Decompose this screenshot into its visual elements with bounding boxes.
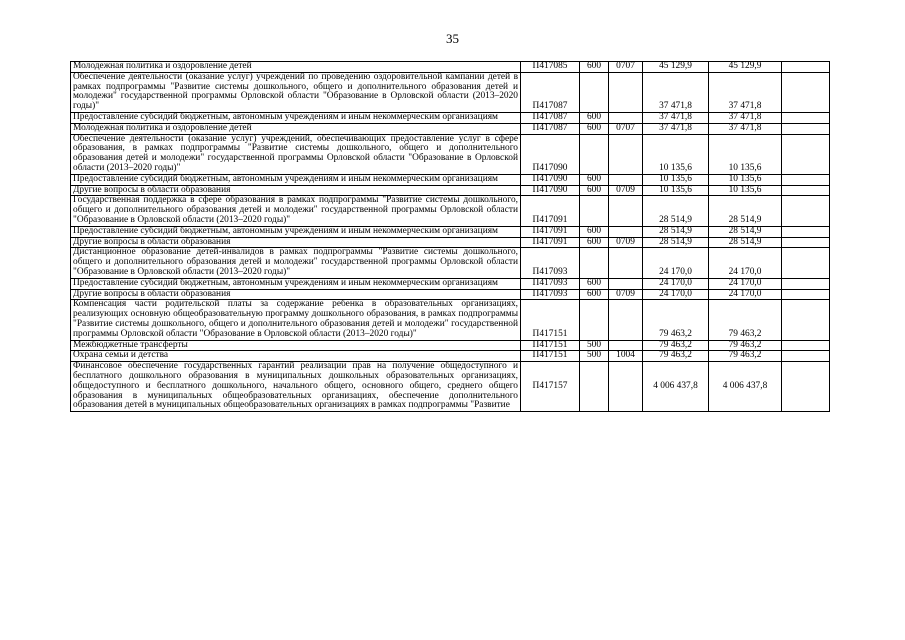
- row-amount-2: 37 471,8: [709, 72, 782, 112]
- row-description: Другие вопросы в области образования: [71, 289, 521, 300]
- row-amount-1: 79 463,2: [643, 351, 709, 362]
- row-amount-1: 28 514,9: [643, 226, 709, 237]
- row-target-code: П417093: [521, 278, 580, 289]
- row-expense-type: 600: [580, 237, 609, 248]
- row-expense-type: 600: [580, 62, 609, 73]
- row-target-code: П417151: [521, 300, 580, 340]
- page-number: 35: [446, 31, 459, 46]
- row-section-code: [609, 112, 643, 123]
- row-amount-2: 28 514,9: [709, 196, 782, 226]
- table-body: [71, 62, 830, 412]
- row-empty-cell: [782, 278, 830, 289]
- row-empty-cell: [782, 300, 830, 340]
- row-amount-2: 37 471,8: [709, 123, 782, 134]
- row-section-code: 0707: [609, 123, 643, 134]
- row-empty-cell: [782, 134, 830, 174]
- row-section-code: 0709: [609, 237, 643, 248]
- row-amount-2: 28 514,9: [709, 226, 782, 237]
- row-description: Государственная поддержка в сфере образования в рамках подпрограммы "Развитие системы дошкольного, общего и дополнительного образования детей и молодежи" государственной программы Орловской области "Образование в Орловской области (2013–2020 годы)": [71, 196, 521, 226]
- row-empty-cell: [782, 351, 830, 362]
- row-target-code: П417091: [521, 237, 580, 248]
- row-section-code: 1004: [609, 351, 643, 362]
- row-description: Предоставление субсидий бюджетным, автономным учреждениям и иным некоммерческим организациям: [71, 112, 521, 123]
- row-target-code: П417151: [521, 351, 580, 362]
- row-amount-1: 28 514,9: [643, 237, 709, 248]
- row-amount-1: 24 170,0: [643, 278, 709, 289]
- row-empty-cell: [782, 248, 830, 278]
- table-row: [71, 340, 830, 351]
- row-empty-cell: [782, 289, 830, 300]
- row-description: Предоставление субсидий бюджетным, автономным учреждениям и иным некоммерческим организациям: [71, 278, 521, 289]
- row-description: Предоставление субсидий бюджетным, автономным учреждениям и иным некоммерческим организациям: [71, 226, 521, 237]
- row-expense-type: 500: [580, 340, 609, 351]
- row-description: Охрана семьи и детства: [71, 351, 521, 362]
- row-empty-cell: [782, 237, 830, 248]
- row-amount-2: 4 006 437,8: [709, 362, 782, 412]
- row-target-code: П417090: [521, 185, 580, 196]
- row-expense-type: 600: [580, 289, 609, 300]
- row-expense-type: 600: [580, 123, 609, 134]
- table-row: [71, 226, 830, 237]
- row-description: Предоставление субсидий бюджетным, автономным учреждениям и иным некоммерческим организациям: [71, 174, 521, 185]
- table-row: [71, 300, 830, 340]
- row-section-code: [609, 72, 643, 112]
- row-section-code: 0709: [609, 289, 643, 300]
- row-description: Молодежная политика и оздоровление детей: [71, 123, 521, 134]
- row-amount-1: 4 006 437,8: [643, 362, 709, 412]
- row-description: Обеспечение деятельности (оказание услуг) учреждений по проведению оздоровительной кампании детей в рамках подпрограммы "Развитие системы дошкольного, общего и дополнительного образования детей и молодежи" государственной программы Орловской области "Образование в Орловской области (2013–2020 годы)": [71, 72, 521, 112]
- row-empty-cell: [782, 123, 830, 134]
- row-target-code: П417085: [521, 62, 580, 73]
- table-row: [71, 248, 830, 278]
- row-target-code: П417087: [521, 123, 580, 134]
- row-section-code: 0707: [609, 62, 643, 73]
- row-expense-type: 600: [580, 112, 609, 123]
- row-target-code: П417087: [521, 112, 580, 123]
- row-amount-2: 37 471,8: [709, 112, 782, 123]
- row-amount-1: 24 170,0: [643, 289, 709, 300]
- row-description: Молодежная политика и оздоровление детей: [71, 62, 521, 73]
- row-amount-1: 10 135,6: [643, 174, 709, 185]
- row-empty-cell: [782, 62, 830, 73]
- table-row: [71, 351, 830, 362]
- row-amount-1: 28 514,9: [643, 196, 709, 226]
- row-target-code: П417091: [521, 226, 580, 237]
- budget-table: [70, 61, 830, 412]
- row-description: Другие вопросы в области образования: [71, 185, 521, 196]
- row-expense-type: 600: [580, 174, 609, 185]
- row-empty-cell: [782, 196, 830, 226]
- row-amount-2: 45 129,9: [709, 62, 782, 73]
- row-amount-2: 79 463,2: [709, 340, 782, 351]
- row-section-code: [609, 248, 643, 278]
- row-amount-2: 28 514,9: [709, 237, 782, 248]
- row-description: Другие вопросы в области образования: [71, 237, 521, 248]
- row-expense-type: [580, 72, 609, 112]
- row-section-code: [609, 340, 643, 351]
- row-target-code: П417091: [521, 196, 580, 226]
- row-description: Финансовое обеспечение государственных гарантий реализации прав на получение общедоступного и бесплатного дошкольного образования в муниципальных дошкольных образовательных организациях, общедоступного и бесплатного дошкольного, начального общего, основного общего, среднего общего образования в муниципальных общеобразовательных организациях, обеспечение дополнительного образования детей в муниципальных общеобразовательных организациях в рамках подпрограммы "Развитие: [71, 362, 521, 412]
- table-row: [71, 62, 830, 73]
- row-section-code: [609, 196, 643, 226]
- table-row: [71, 196, 830, 226]
- row-empty-cell: [782, 340, 830, 351]
- row-section-code: [609, 278, 643, 289]
- row-target-code: П417090: [521, 174, 580, 185]
- row-amount-2: 79 463,2: [709, 300, 782, 340]
- row-expense-type: [580, 134, 609, 174]
- row-target-code: П417093: [521, 289, 580, 300]
- table-row: [71, 362, 830, 412]
- row-amount-1: 10 135,6: [643, 185, 709, 196]
- row-target-code: П417087: [521, 72, 580, 112]
- row-amount-1: 37 471,8: [643, 112, 709, 123]
- row-expense-type: [580, 248, 609, 278]
- row-amount-2: 10 135,6: [709, 185, 782, 196]
- row-amount-1: 24 170,0: [643, 248, 709, 278]
- row-expense-type: [580, 196, 609, 226]
- row-expense-type: 500: [580, 351, 609, 362]
- row-amount-1: 79 463,2: [643, 340, 709, 351]
- row-section-code: [609, 362, 643, 412]
- row-target-code: П417151: [521, 340, 580, 351]
- row-section-code: [609, 134, 643, 174]
- row-amount-2: 24 170,0: [709, 278, 782, 289]
- row-empty-cell: [782, 174, 830, 185]
- row-amount-2: 24 170,0: [709, 248, 782, 278]
- row-description: Обеспечение деятельности (оказание услуг) учреждений, обеспечивающих предоставление услуг в сфере образования, в рамках подпрограммы "Развитие системы дошкольного, общего и дополнительного образования детей и молодежи" государственной программы Орловской области "Образование в Орловской области (2013–2020 годы)": [71, 134, 521, 174]
- row-section-code: 0709: [609, 185, 643, 196]
- row-target-code: П417090: [521, 134, 580, 174]
- row-empty-cell: [782, 226, 830, 237]
- row-amount-1: 79 463,2: [643, 300, 709, 340]
- row-amount-2: 10 135,6: [709, 174, 782, 185]
- row-expense-type: 600: [580, 278, 609, 289]
- row-target-code: П417157: [521, 362, 580, 412]
- row-empty-cell: [782, 185, 830, 196]
- row-amount-1: 37 471,8: [643, 123, 709, 134]
- table-row: [71, 134, 830, 174]
- row-description: Компенсация части родительской платы за содержание ребенка в образовательных организациях, реализующих основную общеобразовательную программу дошкольного образования, в рамках подпрограммы "Развитие системы дошкольного, общего и дополнительного образования детей и молодежи" государственной программы Орловской области "Образование в Орловской области (2013–2020 годы)": [71, 300, 521, 340]
- row-amount-2: 10 135,6: [709, 134, 782, 174]
- row-amount-1: 37 471,8: [643, 72, 709, 112]
- table-row: [71, 278, 830, 289]
- row-amount-1: 10 135,6: [643, 134, 709, 174]
- row-amount-2: 79 463,2: [709, 351, 782, 362]
- row-amount-2: 24 170,0: [709, 289, 782, 300]
- row-empty-cell: [782, 72, 830, 112]
- row-amount-1: 45 129,9: [643, 62, 709, 73]
- table-row: [71, 72, 830, 112]
- table-row: [71, 112, 830, 123]
- row-empty-cell: [782, 112, 830, 123]
- row-section-code: [609, 174, 643, 185]
- row-section-code: [609, 226, 643, 237]
- row-description: Дистанционное образование детей-инвалидов в рамках подпрограммы "Развитие системы дошкольного, общего и дополнительного образования детей и молодежи" государственной программы Орловской области "Образование в Орловской области (2013–2020 годы)": [71, 248, 521, 278]
- row-empty-cell: [782, 362, 830, 412]
- table-row: [71, 174, 830, 185]
- row-expense-type: [580, 300, 609, 340]
- row-expense-type: 600: [580, 185, 609, 196]
- row-section-code: [609, 300, 643, 340]
- row-target-code: П417093: [521, 248, 580, 278]
- row-expense-type: 600: [580, 226, 609, 237]
- row-expense-type: [580, 362, 609, 412]
- table-row: [71, 123, 830, 134]
- row-description: Межбюджетные трансферты: [71, 340, 521, 351]
